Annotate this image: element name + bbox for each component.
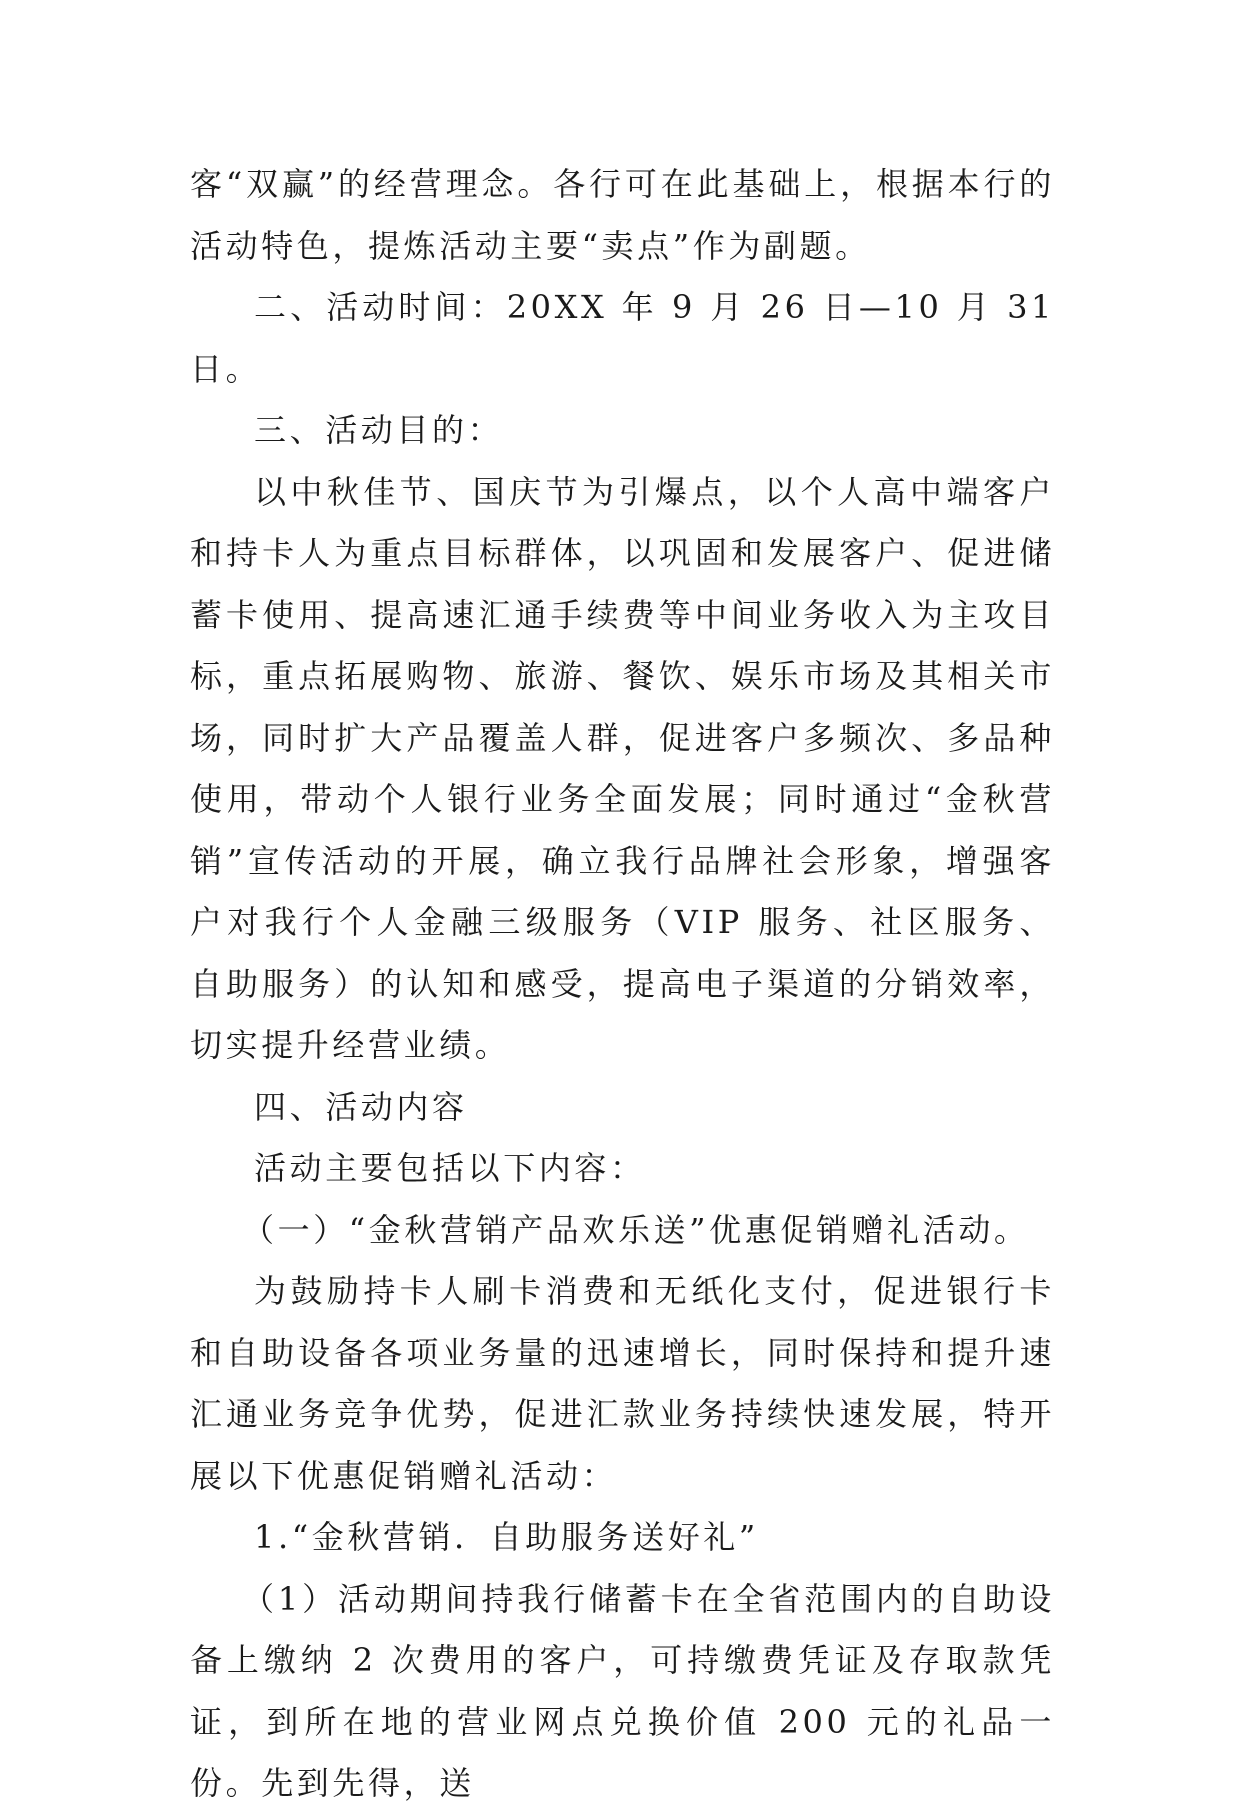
item-self-service-detail: （1）活动期间持我行储蓄卡在全省范围内的自助设备上缴纳 2 次费用的客户，可持缴费凭证及存取款凭证，到所在地的营业网点兑换价值 200 元的礼品一份。先到先得，送	[190, 1579, 1055, 1802]
heading-activity-content: 四、活动内容	[254, 1087, 468, 1126]
paragraph-promotion-desc: 为鼓励持卡人刷卡消费和无纸化支付，促进银行卡和自助设备各项业务量的迅速增长，同时保持和提升速汇通业务竞争优势，促进汇款业务持续快速发展，特开展以下优惠促销赠礼活动：	[190, 1272, 1055, 1495]
document-body	[190, 154, 1055, 1815]
heading-activity-purpose: 三、活动目的：	[254, 411, 504, 449]
paragraph-content-intro: 活动主要包括以下内容：	[254, 1149, 646, 1187]
paragraph-activity-time: 二、活动时间：20XX 年 9 月 26 日—10 月 31 日。	[190, 288, 1055, 388]
paragraph-continuation: 客“双赢”的经营理念。各行可在此基础上，根据本行的活动特色，提炼活动主要“卖点”作为副题。	[190, 165, 1055, 265]
item-self-service-gift: 1.“金秋营销．自助服务送好礼”	[254, 1518, 759, 1556]
subheading-promotion: （一）“金秋营销产品欢乐送”优惠促销赠礼活动。	[242, 1210, 1030, 1249]
paragraph-activity-purpose: 以中秋佳节、国庆节为引爆点，以个人高中端客户和持卡人为重点目标群体，以巩固和发展客户、促进储蓄卡使用、提高速汇通手续费等中间业务收入为主攻目标，重点拓展购物、旅游、餐饮、娱乐市场及其相关市场，同时扩大产品覆盖人群，促进客户多频次、多品种使用，带动个人银行业务全面发展；同时通过“金秋营销”宣传活动的开展，确立我行品牌社会形象，增强客户对我行个人金融三级服务（VIP 服务、社区服务、自助服务）的认知和感受，提高电子渠道的分销效率，切实提升经营业绩。	[190, 472, 1055, 1064]
